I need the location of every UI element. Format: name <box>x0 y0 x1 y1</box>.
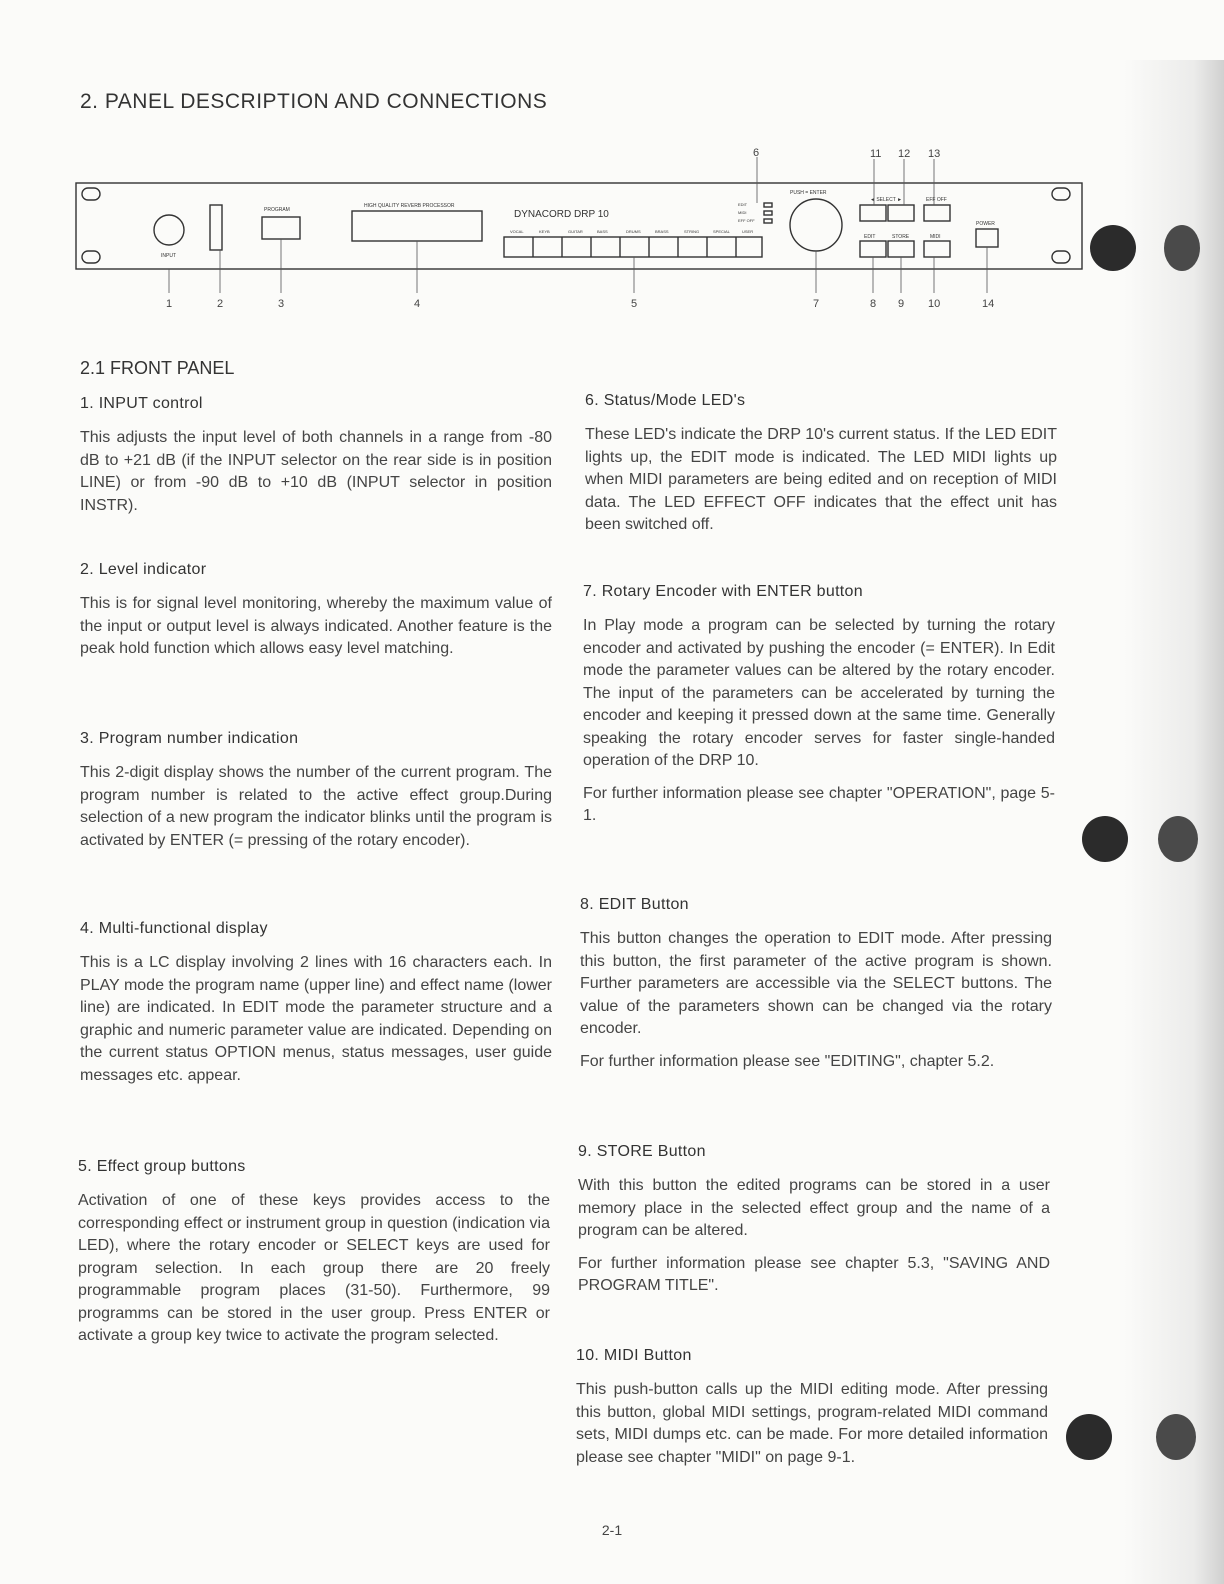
eff-off-button <box>924 205 950 221</box>
svg-text:USER: USER <box>742 229 754 234</box>
binder-hole <box>1156 1414 1196 1460</box>
callout-number: 12 <box>898 148 911 160</box>
section-effect-group-buttons <box>78 1158 550 1358</box>
section-edit-button <box>580 896 1052 1083</box>
section-heading: 9. STORE Button <box>578 1143 706 1160</box>
section-heading: 10. MIDI Button <box>576 1347 692 1364</box>
input-knob <box>154 215 184 245</box>
binder-hole <box>1066 1414 1112 1460</box>
store-button <box>888 241 914 257</box>
section-paragraph: In Play mode a program can be selected by turning the rotary encoder and activated by pushing the encoder (= ENTER). In Edit mode the parameter values can be altered by the rotary encoder. The input of the parameters can be accelerated by turning the encoder and keeping it pressed down at the same time. Generally speaking the rotary encoder serves for faster single-handed operation of the DRP 10. <box>583 617 1055 769</box>
section-paragraph: For further information please see "EDITING", chapter 5.2. <box>580 1052 995 1070</box>
section-paragraph: This push-button calls up the MIDI editing mode. After pressing this button, global MIDI settings, program-related MIDI command sets, MIDI dumps etc. can be made. For more detailed information please see chapter "MIDI" on page 9-1. <box>576 1381 1048 1466</box>
edit-button <box>860 241 886 257</box>
section-paragraph: Activation of one of these keys provides access to the corresponding effect or instrument group in question (indication via LED), where the rotary encoder or SELECT keys are used for program selection. In each group there are 20 freely programmable program places (31-50). Furthermore, 99 programms can be stored in the user group. Press ENTER or activate a group key twice to activate the program selected. <box>78 1192 550 1344</box>
svg-text:HIGH QUALITY REVERB PROCESSOR: HIGH QUALITY REVERB PROCESSOR <box>364 203 455 209</box>
status-led <box>764 211 772 215</box>
rack-mount-hole <box>1052 188 1070 200</box>
section-rotary-encoder <box>583 583 1055 838</box>
svg-text:PROGRAM: PROGRAM <box>264 207 290 213</box>
svg-text:BRASS: BRASS <box>655 229 669 234</box>
svg-text:EDIT: EDIT <box>738 202 748 207</box>
status-led <box>764 203 772 207</box>
callout-number: 7 <box>813 298 820 310</box>
section-paragraph: This is a LC display involving 2 lines with 16 characters each. In PLAY mode the program name (upper line) and effect name (lower line) are indicated. In EDIT mode the parameter structure and a graphic and numeric parameter value are indicated. Depending on the current status OPTION menus, status messages, user guide messages etc. appear. <box>80 954 552 1084</box>
binder-hole <box>1090 225 1136 271</box>
effect-group-buttons <box>504 237 762 257</box>
svg-text:KEYB: KEYB <box>539 229 550 234</box>
page-title: 2. PANEL DESCRIPTION AND CONNECTIONS <box>80 90 548 113</box>
subsection-heading: 2.1 FRONT PANEL <box>80 358 235 378</box>
status-led <box>764 219 772 223</box>
rack-mount-hole <box>82 251 100 263</box>
callout-number: 4 <box>414 298 421 310</box>
section-paragraph: This 2-digit display shows the number of the current program. The program number is related to the active effect group.During selection of a new program the indicator blinks until the program is activated by ENTER (= pressing of the rotary encoder). <box>80 764 552 849</box>
svg-text:VOCAL: VOCAL <box>510 229 524 234</box>
section-midi-button <box>576 1347 1048 1479</box>
binder-hole <box>1082 816 1128 862</box>
section-heading: 3. Program number indication <box>80 730 299 747</box>
svg-text:EFF OFF: EFF OFF <box>738 218 755 223</box>
section-heading: 2. Level indicator <box>80 561 207 578</box>
callout-number: 2 <box>217 298 224 310</box>
svg-text:SPECIAL: SPECIAL <box>713 229 730 234</box>
svg-text:DRUMS: DRUMS <box>626 229 641 234</box>
section-heading: 8. EDIT Button <box>580 896 689 913</box>
section-paragraph: This adjusts the input level of both channels in a range from -80 dB to +21 dB (if the INPUT selector on the rear side is in position LINE) or from -90 dB to +10 dB (INPUT selector in position INSTR). <box>80 429 552 514</box>
section-level-indicator <box>80 561 552 671</box>
svg-text:◄ SELECT ►: ◄ SELECT ► <box>870 197 903 203</box>
level-meter <box>210 205 222 250</box>
section-heading: 6. Status/Mode LED's <box>585 392 746 409</box>
svg-text:EDIT: EDIT <box>864 234 876 240</box>
section-heading: 5. Effect group buttons <box>78 1158 246 1175</box>
callout-number: 5 <box>631 298 638 310</box>
midi-button <box>924 241 950 257</box>
callout-number: 8 <box>870 298 877 310</box>
callout-number: 11 <box>870 148 882 160</box>
rotary-encoder <box>790 199 842 251</box>
rack-chassis <box>76 183 1082 269</box>
svg-text:DYNACORD DRP 10: DYNACORD DRP 10 <box>514 209 609 220</box>
binder-hole <box>1164 225 1200 271</box>
section-heading: 4. Multi-functional display <box>80 920 268 937</box>
power-button <box>976 229 998 247</box>
section-input-control <box>80 395 552 527</box>
section-paragraph: For further information please see chapter 5.3, "SAVING AND PROGRAM TITLE". <box>578 1254 1050 1294</box>
section-status-leds <box>585 392 1057 547</box>
svg-text:EFF OFF: EFF OFF <box>926 197 947 203</box>
svg-text:BASS: BASS <box>597 229 608 234</box>
svg-text:GUITAR: GUITAR <box>568 229 583 234</box>
section-heading: 1. INPUT control <box>80 395 203 412</box>
callout-number: 9 <box>898 298 905 310</box>
section-paragraph: This button changes the operation to EDIT mode. After pressing this button, the first parameter of the active program is shown. Further parameters are accessible via the SELECT buttons. The value of the parameters shown can be changed via the rotary encoder. <box>580 930 1052 1037</box>
select-right-button <box>888 205 914 221</box>
callout-number: 1 <box>166 298 173 310</box>
section-program-number <box>80 730 552 862</box>
page-number: 2-1 <box>601 1522 623 1538</box>
section-heading: 7. Rotary Encoder with ENTER button <box>583 583 863 600</box>
svg-text:STRING: STRING <box>684 229 700 234</box>
lc-display <box>352 211 482 241</box>
callout-number: 13 <box>928 148 941 160</box>
callout-number: 3 <box>278 298 285 310</box>
section-paragraph: With this button the edited programs can be stored in a user memory place in the selected effect group and the name of a program can be altered. <box>578 1177 1050 1239</box>
section-multi-functional-display <box>80 920 552 1097</box>
svg-text:PUSH = ENTER: PUSH = ENTER <box>790 190 827 196</box>
svg-text:MIDI: MIDI <box>930 234 941 240</box>
rack-mount-hole <box>1052 251 1070 263</box>
callout-number: 6 <box>753 147 760 159</box>
select-left-button <box>860 205 886 221</box>
section-store-button <box>578 1143 1050 1308</box>
svg-text:STORE: STORE <box>892 234 910 240</box>
front-panel-diagram <box>74 145 1084 320</box>
rack-mount-hole <box>82 188 100 200</box>
section-paragraph: This is for signal level monitoring, whereby the maximum value of the input or output level is always indicated. Another feature is the peak hold function which allows easy level matching. <box>80 595 552 657</box>
section-paragraph: These LED's indicate the DRP 10's current status. If the LED EDIT lights up, the EDIT mode is indicated. The LED MIDI lights up when MIDI parameters are being edited and on reception of MIDI data. The LED EFFECT OFF indicates that the effect unit has been switched off. <box>585 426 1057 533</box>
binder-hole <box>1158 816 1198 862</box>
program-display <box>262 217 300 239</box>
svg-text:INPUT: INPUT <box>161 253 176 259</box>
svg-text:POWER: POWER <box>976 221 995 227</box>
section-paragraph: For further information please see chapter "OPERATION", page 5-1. <box>583 784 1055 824</box>
callout-number: 14 <box>982 298 995 310</box>
callout-number: 10 <box>928 298 941 310</box>
svg-text:MIDI: MIDI <box>738 210 747 215</box>
